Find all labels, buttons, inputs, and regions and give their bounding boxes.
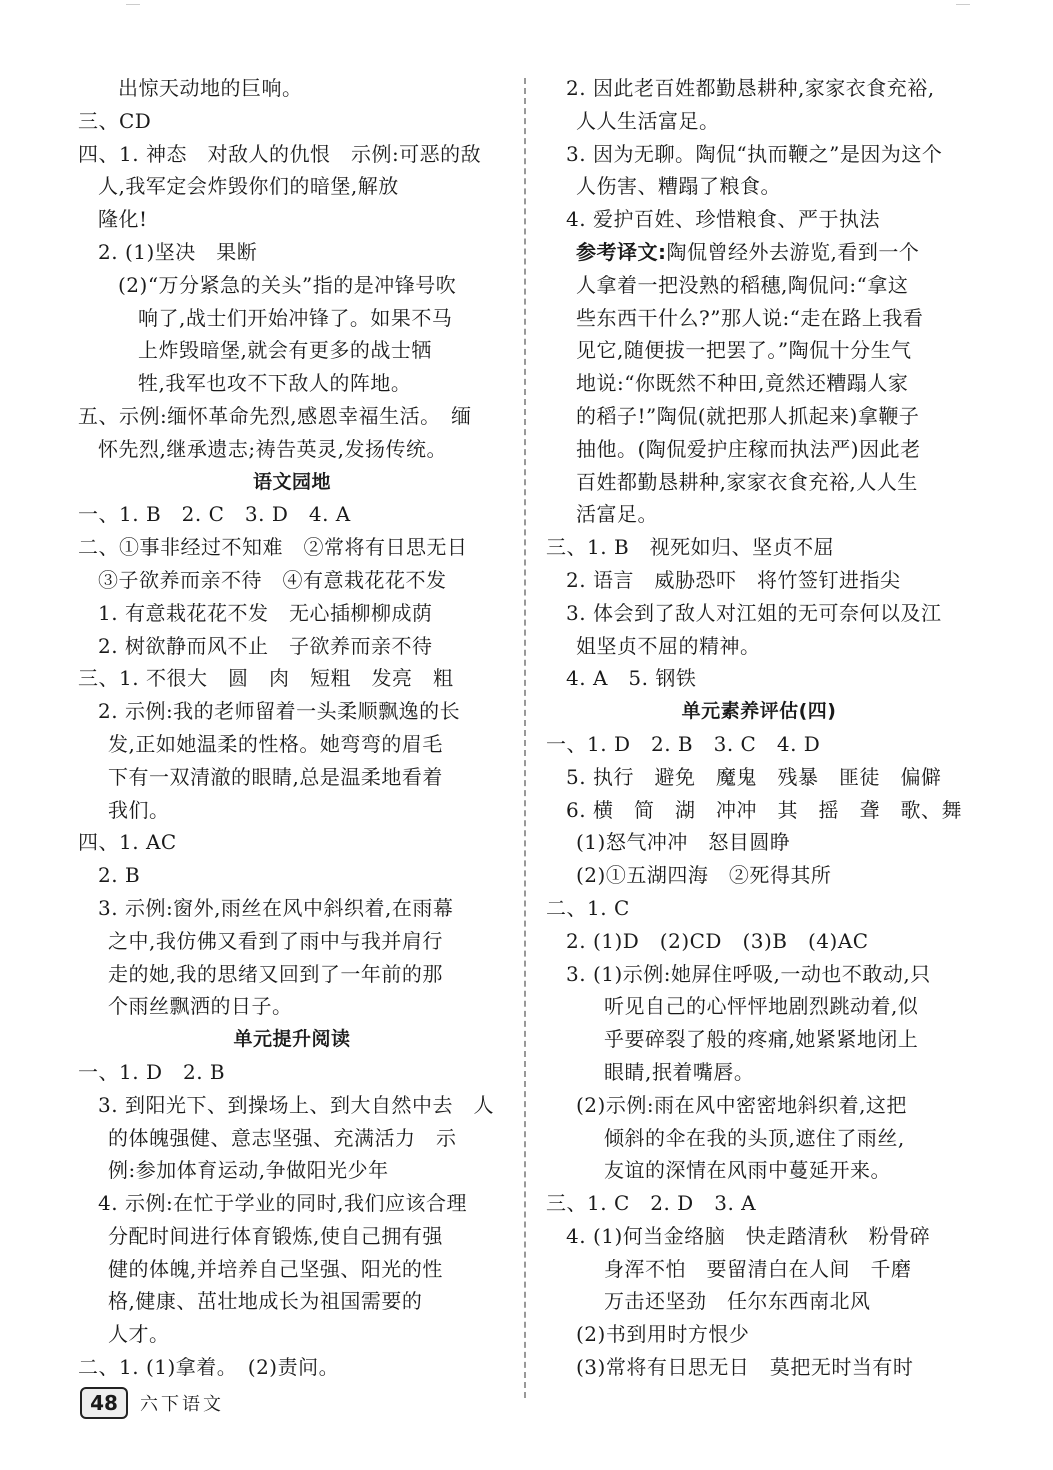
answer-line: 三、1. C 2. D 3. A bbox=[546, 1191, 757, 1216]
answer-line: 见它,随便拔一把罢了。”陶侃十分生气 bbox=[576, 338, 912, 363]
answer-line: 些东西干什么?”那人说:“走在路上我看 bbox=[576, 305, 924, 330]
answer-line: 三、1. B 视死如归、坚贞不屈 bbox=[546, 535, 835, 560]
answer-line: 倾斜的伞在我的头顶,遮住了雨丝, bbox=[604, 1125, 905, 1150]
answer-line: 我们。 bbox=[108, 797, 170, 822]
page-footer bbox=[80, 1388, 224, 1418]
answer-line: (3)常将有日思无日 莫把无时当有时 bbox=[576, 1355, 914, 1380]
answer-line: 6. 横 简 湖 冲冲 其 摇 聋 歌、舞 bbox=[566, 797, 962, 822]
answer-line: 百姓都勤恳耕种,家家衣食充裕,人人生 bbox=[576, 469, 918, 494]
answer-line: 二、1. C bbox=[546, 895, 630, 920]
answer-line: 3. 示例:窗外,雨丝在风中斜织着,在雨幕 bbox=[98, 895, 454, 920]
answer-line: 的体魄强健、意志坚强、充满活力 示 bbox=[108, 1125, 457, 1150]
answer-line: 活富足。 bbox=[576, 502, 658, 527]
answer-line: 二、①事非经过不知难 ②常将有日思无日 bbox=[78, 535, 468, 560]
answer-line: 眼睛,抿着嘴唇。 bbox=[604, 1059, 755, 1084]
answer-line: 人拿着一把没熟的稻穗,陶侃问:“拿这 bbox=[576, 272, 909, 297]
answer-line: 出惊天动地的巨响。 bbox=[118, 76, 303, 100]
answer-column-left bbox=[78, 72, 506, 1384]
answer-line: 抽他。(陶侃爱护庄稼而执法严)因此老 bbox=[576, 436, 921, 461]
answer-line: 例:参加体育运动,争做阳光少年 bbox=[108, 1158, 389, 1183]
answer-text: 陶侃曾经外去游览,看到一个 bbox=[666, 239, 920, 264]
answer-line: 2. 树欲静而风不止 子欲养而亲不待 bbox=[98, 633, 433, 658]
answer-line: 发,正如她温柔的性格。她弯弯的眉毛 bbox=[108, 731, 443, 756]
subject-label: 六下语文 bbox=[140, 1394, 224, 1415]
section-heading: 单元提升阅读 bbox=[233, 1028, 351, 1051]
answer-line: 的稻子!”陶侃(就把那人抓起来)拿鞭子 bbox=[576, 403, 920, 428]
answer-line: 上炸毁暗堡,就会有更多的战士牺 bbox=[138, 338, 432, 363]
crop-mark bbox=[126, 4, 140, 5]
answer-line: 2. B bbox=[98, 863, 141, 888]
answer-line: 2. 因此老百姓都勤恳耕种,家家衣食充裕, bbox=[566, 76, 935, 100]
answer-line: 走的她,我的思绪又回到了一年前的那 bbox=[108, 961, 443, 986]
answer-line: 下有一双清澈的眼睛,总是温柔地看着 bbox=[108, 764, 443, 789]
answer-line: 乎要碎裂了般的疼痛,她紧紧地闭上 bbox=[604, 1027, 919, 1052]
page-number: 48 bbox=[80, 1387, 128, 1419]
answer-line: 听见自己的心怦怦地剧烈跳动着,似 bbox=[604, 994, 919, 1019]
answer-line: 隆化! bbox=[98, 207, 148, 232]
answer-line: 三、1. 不很大 圆 肉 短粗 发亮 粗 bbox=[78, 666, 454, 691]
crop-mark bbox=[956, 4, 970, 5]
answer-line: 三、CD bbox=[78, 108, 152, 133]
answer-line: 人才。 bbox=[108, 1322, 170, 1347]
answer-line: 一、1. D 2. B 3. C 4. D bbox=[546, 731, 821, 756]
answer-line: 二、1. (1)拿着。 (2)责问。 bbox=[78, 1355, 340, 1380]
answer-line: 4. 爱护百姓、珍惜粮食、严于执法 bbox=[566, 207, 880, 232]
answer-line: 4. (1)何当金络脑 快走踏清秋 粉骨碎 bbox=[566, 1223, 931, 1248]
answer-line: 4. A 5. 钢铁 bbox=[566, 666, 697, 691]
answer-line: 姐坚贞不屈的精神。 bbox=[576, 633, 761, 658]
answer-line: (1)怒气冲冲 怒目圆睁 bbox=[576, 830, 791, 855]
answer-line: 响了,战士们开始冲锋了。如果不马 bbox=[138, 305, 453, 330]
answer-line: 4. 示例:在忙于学业的同时,我们应该合理 bbox=[98, 1191, 468, 1216]
answer-line: 人伤害、糟蹋了粮食。 bbox=[576, 174, 781, 199]
answer-line: ③子欲养而亲不待 ④有意栽花花不发 bbox=[98, 567, 447, 592]
answer-line: 一、1. B 2. C 3. D 4. A bbox=[78, 502, 351, 527]
answer-line: 3. 因为无聊。陶侃“执而鞭之”是因为这个 bbox=[566, 141, 943, 166]
translation-label: 参考译文: bbox=[576, 239, 667, 264]
answer-line: 5. 执行 避免 魔鬼 残暴 匪徒 偏僻 bbox=[566, 764, 942, 789]
answer-line: 五、示例:缅怀革命先烈,感恩幸福生活。 缅 bbox=[78, 403, 472, 428]
answer-line: 3. (1)示例:她屏住呼吸,一动也不敢动,只 bbox=[566, 961, 931, 986]
answer-line: 牲,我军也攻不下敌人的阵地。 bbox=[138, 371, 412, 396]
answer-line bbox=[546, 236, 972, 269]
answer-line: 一、1. D 2. B bbox=[78, 1059, 226, 1084]
answer-line: 3. 体会到了敌人对江姐的无可奈何以及江 bbox=[566, 600, 942, 625]
section-heading: 单元素养评估(四) bbox=[681, 700, 837, 723]
answer-line: (2)书到用时方恨少 bbox=[576, 1322, 750, 1347]
answer-line: 四、1. AC bbox=[78, 830, 177, 855]
answer-line: 个雨丝飘洒的日子。 bbox=[108, 994, 293, 1019]
section-heading: 语文园地 bbox=[252, 470, 331, 493]
answer-line: 四、1. 神态 对敌人的仇恨 示例:可恶的敌 bbox=[78, 141, 482, 166]
answer-line: 万击还坚劲 任尔东西南北风 bbox=[604, 1289, 871, 1314]
answer-line: 2. 示例:我的老师留着一头柔顺飘逸的长 bbox=[98, 699, 461, 724]
answer-line: 3. 到阳光下、到操场上、到大自然中去 人 bbox=[98, 1092, 494, 1117]
answer-line: 2. 语言 威胁恐吓 将竹签钉进指尖 bbox=[566, 567, 901, 592]
answer-line: (2)①五湖四海 ②死得其所 bbox=[576, 863, 832, 888]
answer-line: 地说:“你既然不种田,竟然还糟蹋人家 bbox=[576, 371, 909, 396]
answer-line: 分配时间进行体育锻炼,使自己拥有强 bbox=[108, 1223, 443, 1248]
answer-line: 人人生活富足。 bbox=[576, 108, 720, 133]
answer-line: 之中,我仿佛又看到了雨中与我并肩行 bbox=[108, 928, 443, 953]
answer-line: 身浑不怕 要留清白在人间 千磨 bbox=[604, 1256, 912, 1281]
answer-line: 2. (1)D (2)CD (3)B (4)AC bbox=[566, 928, 869, 953]
answer-line: 健的体魄,并培养自己坚强、阳光的性 bbox=[108, 1256, 443, 1281]
answer-line: 人,我军定会炸毁你们的暗堡,解放 bbox=[98, 174, 399, 199]
answer-column-right bbox=[546, 72, 972, 1384]
answer-line: 友谊的深情在风雨中蔓延开来。 bbox=[604, 1158, 891, 1183]
column-divider bbox=[524, 78, 526, 1398]
answer-line: 怀先烈,继承遗志;祷告英灵,发扬传统。 bbox=[98, 436, 447, 461]
answer-line: 1. 有意栽花花不发 无心插柳柳成荫 bbox=[98, 600, 433, 625]
answer-line: 2. (1)坚决 果断 bbox=[98, 239, 258, 264]
answer-line: (2)“万分紧急的关头”指的是冲锋号吹 bbox=[118, 272, 457, 297]
answer-line: (2)示例:雨在风中密密地斜织着,这把 bbox=[576, 1092, 907, 1117]
answer-line: 格,健康、茁壮地成长为祖国需要的 bbox=[108, 1289, 423, 1314]
